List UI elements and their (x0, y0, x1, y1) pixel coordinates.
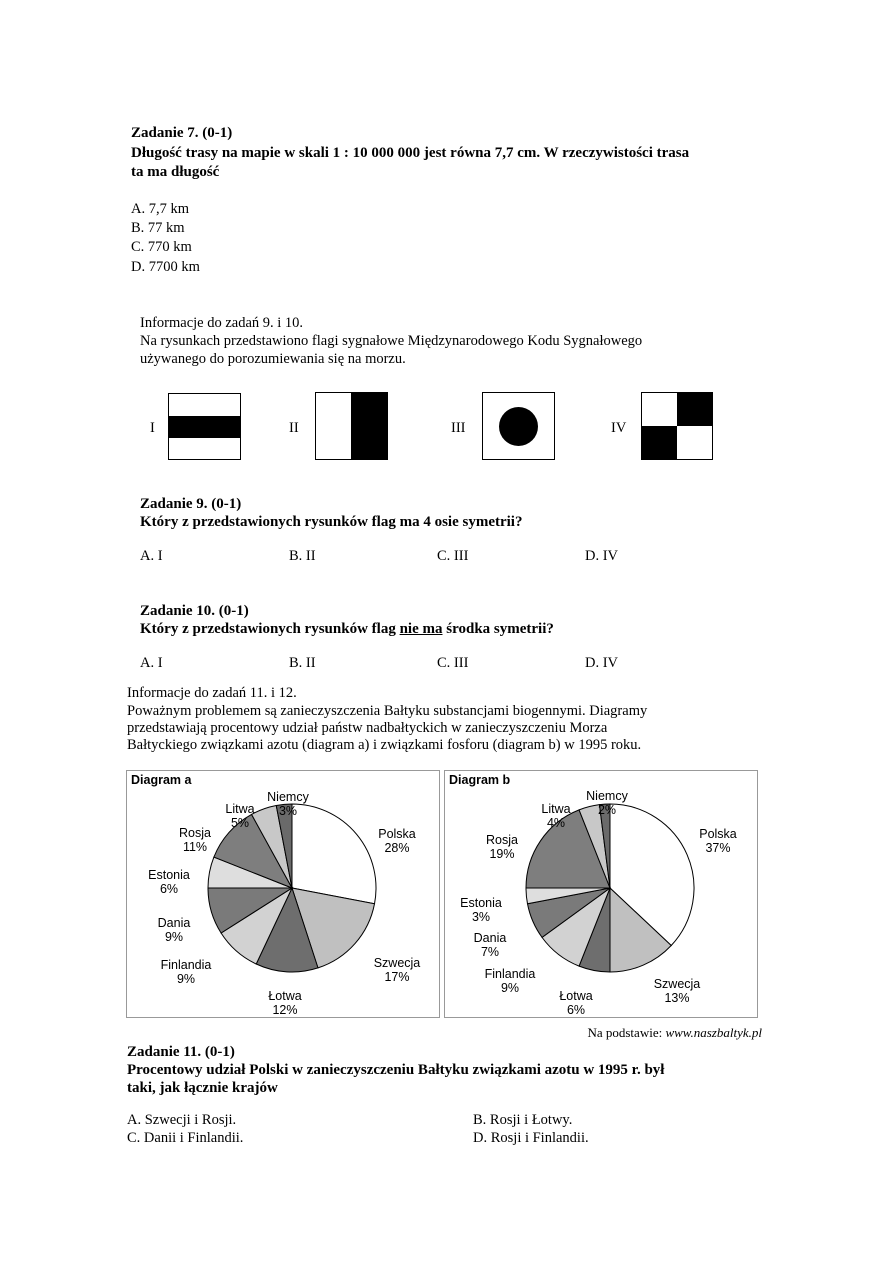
source-note (520, 1025, 762, 1041)
task10-option-b: B. II (289, 655, 316, 671)
info-9-10-text-line2: używanego do porozumiewania się na morzu. (140, 351, 406, 367)
flag-iii-circle (499, 407, 538, 446)
diagram-a-label-litwa: Litwa 5% (225, 802, 255, 830)
diagram-a-label-polska: Polska 28% (378, 827, 416, 855)
diagram-b-label-lotwa: Łotwa 6% (559, 989, 593, 1017)
diagram-a-label-estonia: Estonia 6% (148, 868, 190, 896)
diagram-a-label-lotwa: Łotwa 12% (268, 989, 302, 1017)
flag-iv (641, 392, 713, 460)
flag-label-iv: IV (611, 420, 627, 436)
info-11-12-title: Informacje do zadań 11. i 12. (127, 685, 297, 701)
task9-title: Zadanie 9. (0-1) (140, 496, 242, 512)
flag-i-horizontal-stripe (169, 416, 240, 438)
flag-iv-bottom-left-square (642, 426, 677, 459)
task7-question-line1: Długość trasy na mapie w skali 1 : 10 000 000 jest równa 7,7 cm. W rzeczywistości trasa (131, 145, 690, 161)
task7-option-a: A. 7,7 km (131, 201, 189, 217)
task7-title: Zadanie 7. (0-1) (131, 125, 233, 141)
flag-ii (315, 392, 388, 460)
diagram-b-label-niemcy: Niemcy 2% (586, 789, 628, 817)
diagram-b-label-polska: Polska 37% (699, 827, 737, 855)
info-11-12-text-line1: Poważnym problemem są zanieczyszczenia Bałtyku substancjami biogennymi. Diagramy (127, 703, 648, 719)
task7-option-d: D. 7700 km (131, 259, 200, 275)
task9-option-b: B. II (289, 548, 316, 564)
task10-option-c: C. III (437, 655, 469, 671)
task10-question (140, 620, 554, 639)
task10-question-emphasis: nie ma (399, 621, 443, 637)
task7-question-line2: ta ma długość (131, 164, 220, 180)
task10-title: Zadanie 10. (0-1) (140, 603, 249, 619)
task10-option-a: A. I (140, 655, 163, 671)
source-site: www.naszbaltyk.pl (665, 1025, 762, 1040)
diagram-a-title: Diagram a (131, 773, 192, 787)
task11-option-c: C. Danii i Finlandii. (127, 1130, 244, 1146)
diagram-a-label-szwecja: Szwecja 17% (373, 956, 421, 984)
flag-label-ii: II (289, 420, 299, 436)
task9-option-d: D. IV (585, 548, 619, 564)
diagram-a-slice-polska (292, 804, 376, 904)
diagram-b-title: Diagram b (449, 773, 511, 787)
diagram-a-label-dania: Dania 9% (157, 916, 191, 944)
task11-question-line1: Procentowy udział Polski w zanieczyszczeniu Bałtyku związkami azotu w 1995 r. był (127, 1062, 665, 1078)
flag-i (168, 393, 241, 460)
diagram-a-label-niemcy: Niemcy 3% (267, 790, 309, 818)
task9-question: Który z przedstawionych rysunków flag ma 4 osie symetrii? (140, 514, 523, 530)
task10-option-d: D. IV (585, 655, 619, 671)
task10-question-post: środka symetrii? (442, 621, 554, 637)
task11-title: Zadanie 11. (0-1) (127, 1044, 235, 1060)
info-9-10-title: Informacje do zadań 9. i 10. (140, 315, 304, 331)
info-11-12-text-line2: przedstawiają procentowy udział państw nadbałtyckich w zanieczyszczeniu Morza (127, 720, 608, 736)
diagram-a-label-finlandia: Finlandia 9% (160, 958, 212, 986)
diagram-a-panel (126, 770, 440, 1018)
flag-iii (482, 392, 555, 460)
source-prefix: Na podstawie: (587, 1025, 666, 1040)
task10-question-pre: Który z przedstawionych rysunków flag (140, 621, 400, 637)
diagram-b-panel (444, 770, 758, 1018)
flag-label-iii: III (451, 420, 466, 436)
task9-option-a: A. I (140, 548, 163, 564)
task9-option-c: C. III (437, 548, 469, 564)
task7-option-c: C. 770 km (131, 239, 192, 255)
diagram-b-label-finlandia: Finlandia 9% (484, 967, 536, 995)
diagram-b-label-rosja: Rosja 19% (486, 833, 518, 861)
flag-ii-vertical-half (351, 393, 387, 459)
task11-option-a: A. Szwecji i Rosji. (127, 1112, 237, 1128)
diagram-a-label-rosja: Rosja 11% (179, 826, 211, 854)
diagram-b-label-estonia: Estonia 3% (460, 896, 502, 924)
task11-option-d: D. Rosji i Finlandii. (473, 1130, 589, 1146)
task7-option-b: B. 77 km (131, 220, 185, 236)
diagram-b-label-szwecja: Szwecja 13% (653, 977, 701, 1005)
flag-iv-top-right-square (677, 393, 712, 426)
task11-option-b: B. Rosji i Łotwy. (473, 1112, 573, 1128)
diagram-b-label-dania: Dania 7% (473, 931, 507, 959)
info-9-10-text-line1: Na rysunkach przedstawiono flagi sygnałowe Międzynarodowego Kodu Sygnałowego (140, 333, 643, 349)
task11-question-line2: taki, jak łącznie krajów (127, 1080, 278, 1096)
flag-label-i: I (150, 420, 155, 436)
info-11-12-text-line3: Bałtyckiego związkami azotu (diagram a) i związkami fosforu (diagram b) w 1995 roku. (127, 737, 642, 753)
diagram-b-label-litwa: Litwa 4% (541, 802, 571, 830)
